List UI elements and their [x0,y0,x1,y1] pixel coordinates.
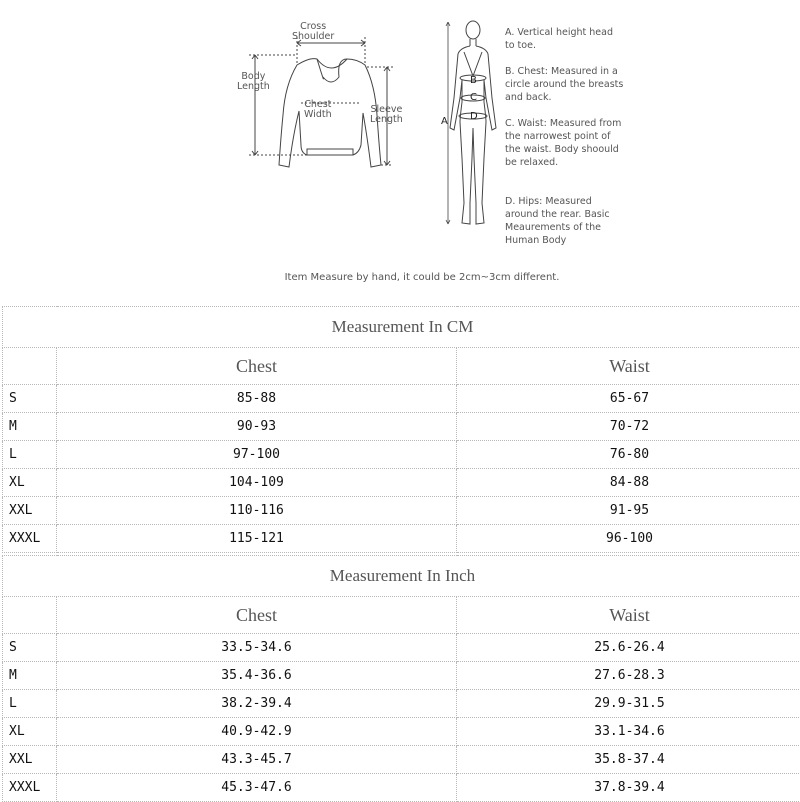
waist-cell: 96-100 [457,525,800,553]
waist-cell: 84-88 [457,469,800,497]
table-title: Measurement In CM [3,307,800,348]
note-d: D. Hips: Measured around the rear. Basic Meaurements of the Human Body [505,195,625,247]
cross-shoulder-label: Cross Shoulder [292,22,334,43]
size-cell: L [3,690,57,718]
chest-cell: 104-109 [57,469,457,497]
chest-cell: 90-93 [57,413,457,441]
column-header-waist: Waist [457,597,800,634]
size-cell: XXXL [3,774,57,802]
corner-cell [3,597,57,634]
table-row [3,525,800,553]
chest-cell: 43.3-45.7 [57,746,457,774]
note-c: C. Waist: Measured from the narrowest point of the waist. Body shoould be relaxed. [505,117,625,169]
disclaimer: Item Measure by hand, it could be 2cm~3cm different. [0,272,800,283]
size-cell: S [3,385,57,413]
size-cell: M [3,413,57,441]
table-title: Measurement In Inch [3,556,800,597]
size-cell: XXL [3,497,57,525]
chest-cell: 38.2-39.4 [57,690,457,718]
column-header-chest: Chest [57,348,457,385]
size-cell: S [3,634,57,662]
chest-cell: 115-121 [57,525,457,553]
chest-cell: 97-100 [57,441,457,469]
size-cell: XXL [3,746,57,774]
table-row [3,662,800,690]
waist-cell: 76-80 [457,441,800,469]
body-letter-d: D [470,111,478,122]
waist-cell: 37.8-39.4 [457,774,800,802]
waist-cell: 29.9-31.5 [457,690,800,718]
table-row [3,469,800,497]
table-row [3,774,800,802]
corner-cell [3,348,57,385]
note-a: A. Vertical height head to toe. [505,26,625,52]
table-row [3,746,800,774]
table-row [3,718,800,746]
chest-cell: 35.4-36.6 [57,662,457,690]
size-cell: M [3,662,57,690]
chest-cell: 110-116 [57,497,457,525]
table-row [3,385,800,413]
size-cell: XL [3,469,57,497]
size-cell: XXXL [3,525,57,553]
size-cell: L [3,441,57,469]
body-letter-a: A [441,116,448,127]
table-row [3,441,800,469]
chest-width-label: Chest Width [304,100,332,121]
chest-cell: 40.9-42.9 [57,718,457,746]
waist-cell: 70-72 [457,413,800,441]
cm-size-table [2,306,800,553]
chest-cell: 85-88 [57,385,457,413]
chest-cell: 33.5-34.6 [57,634,457,662]
body-figure [440,18,510,243]
body-letter-c: C [470,92,477,103]
body-letter-b: B [470,75,477,86]
table-row [3,497,800,525]
body-silhouette [440,18,510,243]
sleeve-length-label: Sleeve Length [370,105,403,126]
waist-cell: 65-67 [457,385,800,413]
size-cell: XL [3,718,57,746]
note-b: B. Chest: Measured in a circle around the breasts and back. [505,65,625,104]
column-header-waist: Waist [457,348,800,385]
waist-cell: 35.8-37.4 [457,746,800,774]
chest-cell: 45.3-47.6 [57,774,457,802]
table-row [3,634,800,662]
body-length-label: Body Length [237,72,270,93]
waist-cell: 25.6-26.4 [457,634,800,662]
column-header-chest: Chest [57,597,457,634]
table-row [3,690,800,718]
waist-cell: 33.1-34.6 [457,718,800,746]
waist-cell: 91-95 [457,497,800,525]
table-row [3,413,800,441]
waist-cell: 27.6-28.3 [457,662,800,690]
inch-size-table [2,555,800,802]
